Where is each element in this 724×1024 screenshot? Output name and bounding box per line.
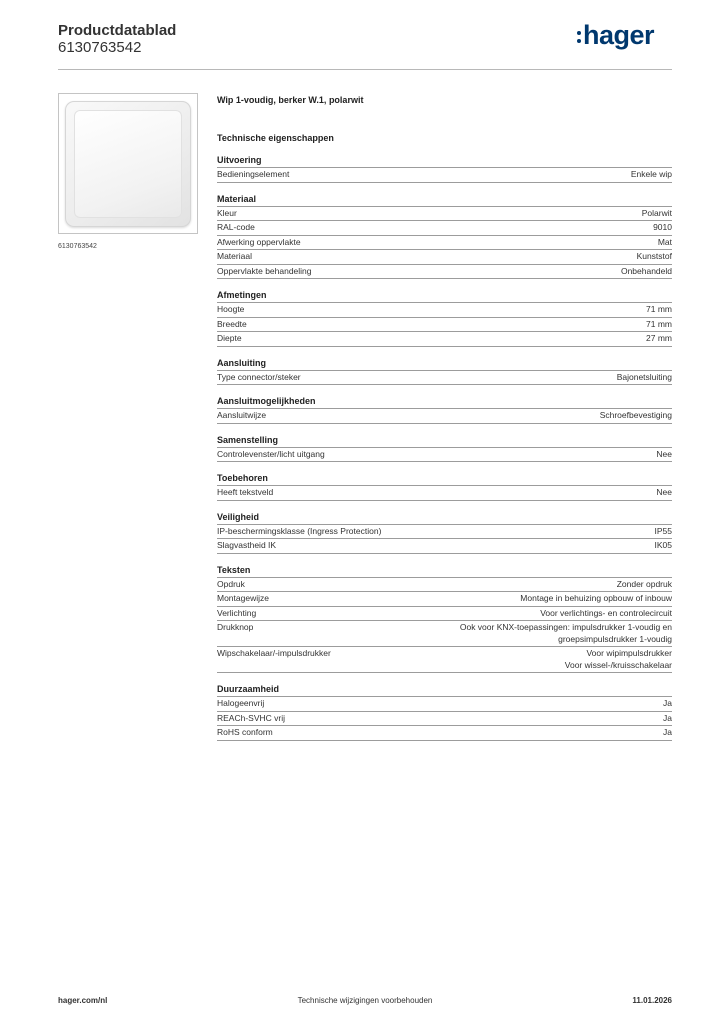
spec-section (217, 356, 672, 386)
spec-value: Nee (656, 448, 672, 459)
spec-row (217, 646, 672, 672)
spec-value: Nee (656, 487, 672, 497)
spec-row (217, 447, 672, 462)
section-title: Materiaal (217, 193, 257, 204)
section-divider (217, 461, 672, 462)
spec-label: Drukknop (217, 622, 254, 632)
spec-value: Voor verlichtings- en controlecircuit (540, 607, 672, 618)
section-title: Duurzaamheid (217, 684, 280, 694)
spec-section (217, 153, 672, 183)
section-divider (217, 553, 672, 554)
page-footer (58, 996, 672, 1010)
spec-row (217, 302, 672, 317)
spec-value: Bajonetsluiting (616, 371, 672, 382)
spec-value: Polarwit (641, 207, 672, 218)
spec-label: RoHS conform (217, 727, 273, 737)
spec-label: Opdruk (217, 578, 245, 589)
spec-label: REACh-SVHC vrij (217, 712, 286, 723)
footer-disclaimer: Technische wijzigingen voorbehouden (297, 996, 433, 1005)
spec-value: 71 mm (646, 304, 672, 314)
product-specifications (217, 93, 672, 750)
spec-row (217, 317, 672, 332)
spec-section (217, 510, 672, 554)
product-image-caption: 6130763542 (58, 243, 97, 250)
spec-section (217, 192, 672, 280)
spec-row (217, 711, 672, 726)
spec-label: Aansluitwijze (217, 410, 267, 420)
spec-value: 27 mm (646, 333, 672, 343)
footer-website: hager.com/nl (58, 996, 108, 1005)
spec-label: Wipschakelaar/-impulsdrukker (217, 648, 331, 658)
spec-label: Afwerking oppervlakte (217, 236, 301, 247)
spec-section (217, 288, 672, 347)
spec-label: Controlevenster/licht uitgang (217, 448, 325, 459)
spec-value: IK05 (654, 540, 672, 550)
spec-row (217, 370, 672, 385)
spec-label: Diepte (217, 333, 242, 343)
section-divider (217, 672, 672, 673)
spec-label: Breedte (217, 318, 247, 329)
spec-label: Hoogte (217, 304, 245, 314)
spec-value: Ja (663, 712, 672, 723)
spec-label: RAL-code (217, 222, 255, 232)
section-divider (217, 182, 672, 183)
spec-label: Verlichting (217, 607, 257, 618)
spec-value: Montage in behuizing opbouw of inbouw (520, 593, 672, 603)
spec-row (217, 538, 672, 553)
product-image (58, 93, 198, 234)
spec-row (217, 220, 672, 235)
spec-value: Voor wipimpulsdrukker Voor wissel-/kruisschakelaar (564, 648, 672, 670)
section-divider (217, 278, 672, 279)
spec-section (217, 433, 672, 463)
section-title: Veiligheid (217, 511, 260, 522)
spec-value: Zonder opdruk (616, 578, 672, 589)
section-divider (217, 384, 672, 385)
spec-value: Onbehandeld (620, 265, 672, 276)
section-title: Samenstelling (217, 434, 279, 445)
spec-label: Materiaal (217, 251, 252, 261)
spec-value: Ja (663, 727, 672, 737)
spec-row (217, 235, 672, 250)
spec-section (217, 471, 672, 501)
section-title: Aansluiting (217, 357, 266, 368)
spec-value: 9010 (653, 222, 672, 232)
footer-date: 11.01.2026 (632, 996, 672, 1005)
spec-row (217, 524, 672, 539)
spec-value: Schroefbevestiging (599, 410, 672, 420)
logo-text: hager (582, 20, 654, 50)
spec-label: Halogeenvrij (217, 698, 265, 708)
spec-value: Enkele wip (630, 169, 672, 179)
document-title: Productdatablad (58, 22, 177, 39)
section-divider (217, 423, 672, 424)
section-title: Aansluitmogelijkheden (217, 396, 316, 406)
section-title: Uitvoering (217, 155, 262, 165)
spec-row (217, 206, 672, 221)
page-header (58, 22, 672, 70)
logo-dots-icon (577, 31, 581, 43)
technical-properties-heading: Technische eigenschappen (217, 133, 334, 143)
hager-logo (577, 20, 654, 50)
spec-label: Kleur (217, 207, 237, 218)
section-divider (217, 346, 672, 347)
spec-row (217, 485, 672, 500)
product-title: Wip 1-voudig, berker W.1, polarwit (217, 95, 364, 105)
spec-row (217, 591, 672, 606)
spec-row (217, 264, 672, 279)
section-title: Afmetingen (217, 290, 267, 300)
spec-value: Ook voor KNX-toepassingen: impulsdrukker 1-voudig en groepsimpulsdrukker 1-voudig (459, 622, 672, 644)
spec-sections (217, 153, 672, 741)
spec-value: Mat (657, 236, 672, 247)
spec-label: Type connector/steker (217, 371, 301, 382)
section-title: Teksten (217, 564, 251, 575)
spec-value: 71 mm (646, 318, 672, 329)
section-title: Toebehoren (217, 473, 268, 483)
switch-plate-image (65, 101, 191, 227)
document-number: 6130763542 (58, 39, 142, 56)
switch-rocker-image (74, 110, 182, 218)
section-divider (217, 500, 672, 501)
spec-row (217, 331, 672, 346)
spec-label: Bedieningselement (217, 169, 290, 179)
spec-row (217, 620, 672, 646)
spec-section (217, 394, 672, 424)
spec-section (217, 563, 672, 674)
spec-label: Slagvastheid IK (217, 540, 277, 550)
spec-value: IP55 (654, 525, 672, 536)
spec-label: Heeft tekstveld (217, 487, 274, 497)
spec-row (217, 577, 672, 592)
spec-row (217, 249, 672, 264)
section-divider (217, 740, 672, 741)
spec-row (217, 696, 672, 711)
spec-row (217, 606, 672, 621)
spec-row (217, 725, 672, 740)
spec-label: IP-beschermingsklasse (Ingress Protection) (217, 525, 382, 536)
spec-label: Oppervlakte behandeling (217, 265, 312, 276)
spec-section (217, 682, 672, 741)
spec-row (217, 408, 672, 423)
spec-value: Kunststof (636, 251, 672, 261)
spec-value: Ja (663, 698, 672, 708)
spec-row (217, 167, 672, 182)
spec-label: Montagewijze (217, 593, 269, 603)
